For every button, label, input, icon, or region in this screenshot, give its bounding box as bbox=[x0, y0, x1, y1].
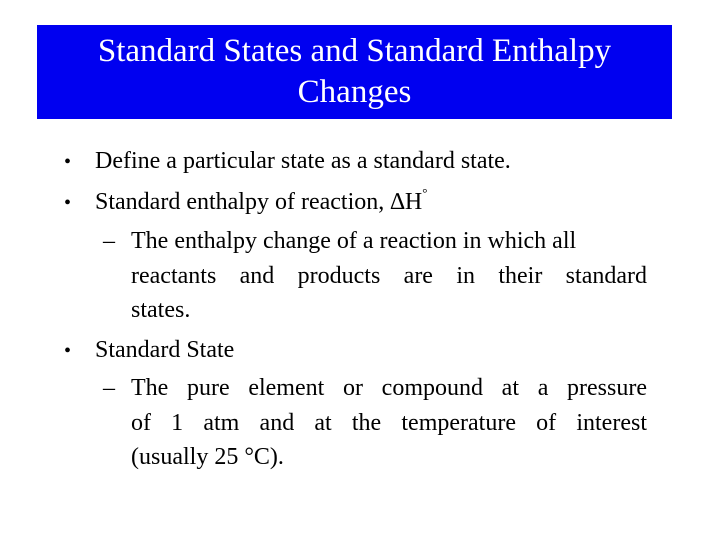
slide-title-line-1: Standard States and Standard Enthalpy bbox=[97, 33, 612, 69]
bullet-item-define-standard-state bbox=[64, 146, 511, 177]
bullet-marker: • bbox=[64, 192, 72, 214]
sub-item-last-line: (usually 25 °C). bbox=[131, 444, 284, 470]
bullet-item-standard-enthalpy bbox=[64, 187, 427, 218]
slide-title-line-2: Changes bbox=[297, 74, 412, 110]
sub-item-text: The pure element or compound at a pressure bbox=[131, 375, 647, 401]
delta-h-symbol: ∆H bbox=[390, 189, 423, 215]
sub-item-first-line bbox=[103, 224, 647, 259]
bullet-text: Standard State bbox=[95, 337, 235, 363]
bullet-item-standard-state bbox=[64, 335, 234, 366]
sub-item-last-line: states. bbox=[131, 297, 191, 323]
sub-item-second-line: of 1 atm and at the temperature of interest bbox=[131, 409, 647, 436]
sub-item-first-line bbox=[103, 371, 647, 406]
degree-superscript: ° bbox=[422, 185, 428, 200]
bullet-marker: • bbox=[64, 151, 72, 173]
sub-item-standard-state-definition bbox=[103, 371, 647, 475]
sub-item-text: The enthalpy change of a reaction in which all bbox=[131, 228, 577, 254]
sub-item-second-line: reactants and products are in their standard bbox=[131, 262, 647, 289]
sub-item-enthalpy-definition bbox=[103, 224, 647, 328]
bullet-text: Define a particular state as a standard state. bbox=[95, 148, 511, 174]
sub-item-marker: – bbox=[103, 375, 115, 401]
sub-item-marker: – bbox=[103, 228, 115, 254]
bullet-marker: • bbox=[64, 340, 72, 362]
bullet-text: Standard enthalpy of reaction, bbox=[95, 189, 391, 215]
